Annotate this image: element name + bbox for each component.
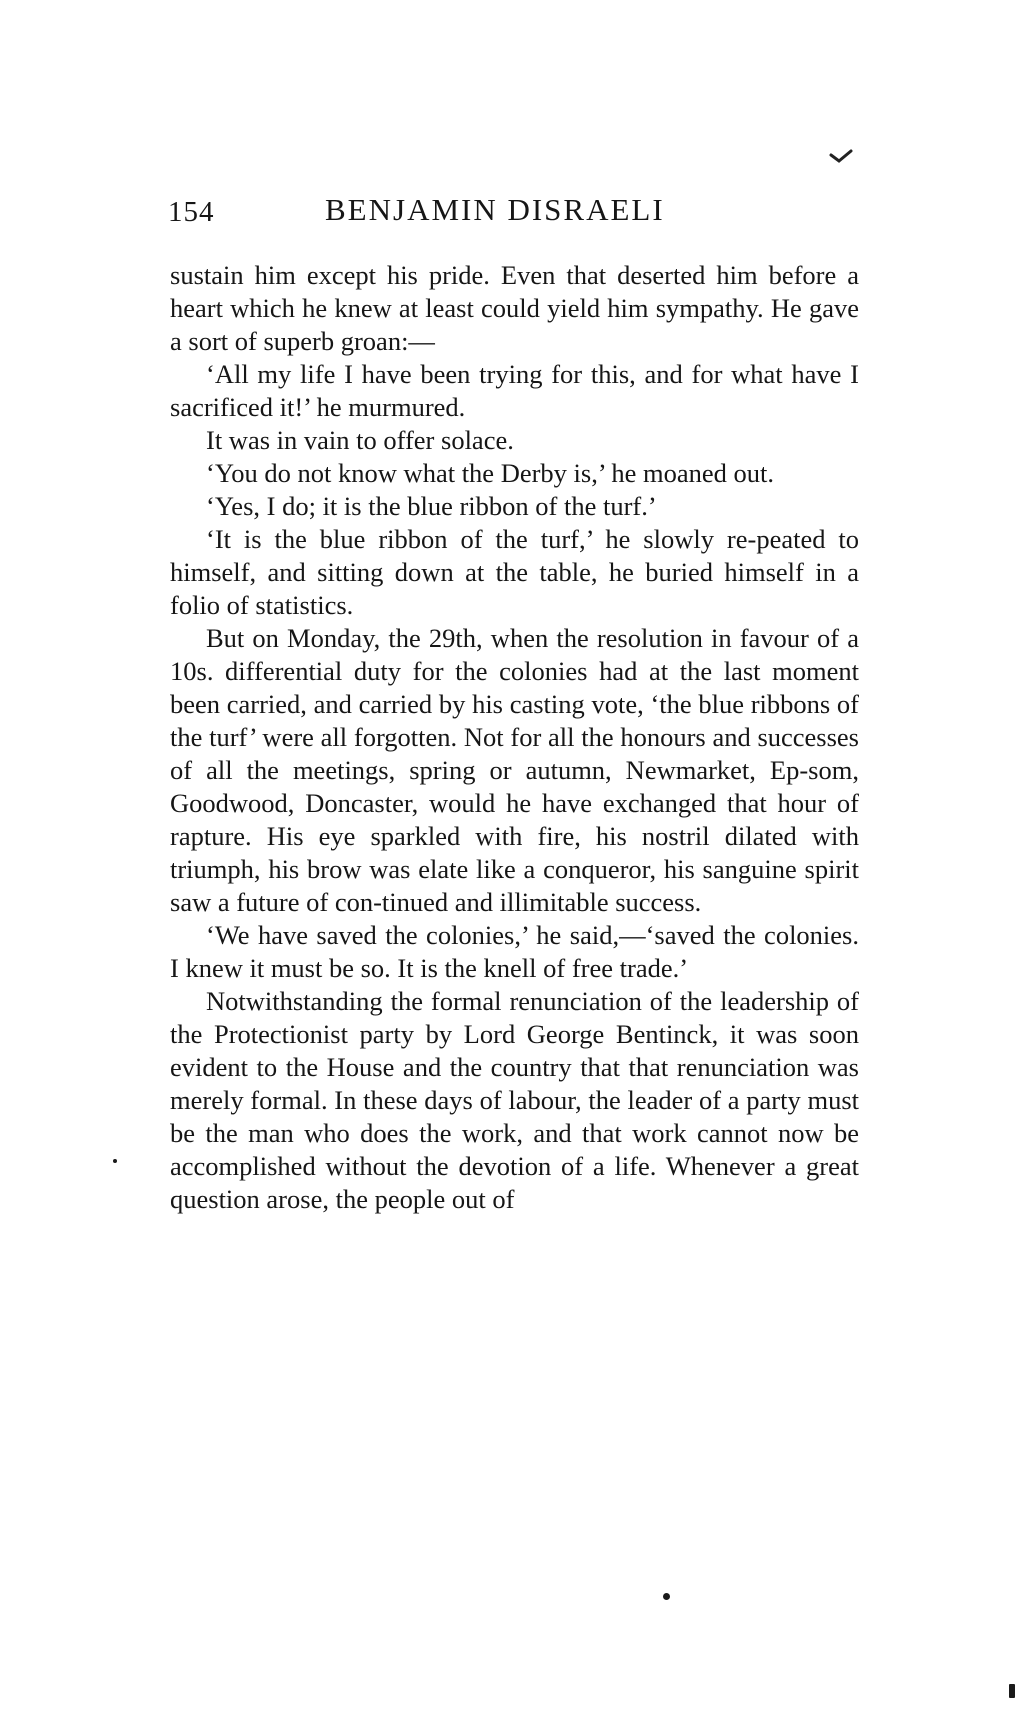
paragraph: ‘Yes, I do; it is the blue ribbon of the turf.’ [206,491,657,521]
body-text [170,259,859,1216]
page-header [168,192,868,238]
ink-speck [113,1159,117,1163]
paragraph: ‘We have saved the colonies,’ he said,—‘saved the colonies. I knew it must be so. It is the knell of free trade.’ [170,920,859,983]
paragraph: ‘All my life I have been trying for this, and for what have I sacrificed it!’ he murmured. [170,359,859,422]
paragraph: It was in vain to offer solace. [206,425,514,455]
page-number: 154 [168,196,215,228]
paragraph: Notwithstanding the formal renunciation of the leadership of the Protectionist party by Lord George Bentinck, it was soon evident to the House and the country that that renunciation was merely formal. In these days of labour, the leader of a party must be the man who does the work, and that work cannot now be accomplished without the devotion of a life. Whenever a great question arose, the people out of [170,986,859,1214]
ink-speck [663,1593,670,1600]
paragraph: sustain him except his pride. Even that deserted him before a heart which he knew at least could yield him sympathy. He gave a sort of superb groan:— [170,260,859,356]
paragraph: ‘You do not know what the Derby is,’ he moaned out. [206,458,774,488]
paragraph: ‘It is the blue ribbon of the turf,’ he slowly re-peated to himself, and sitting down at the table, he buried himself in a folio of statistics. [170,524,859,620]
ink-speck [1009,1684,1015,1698]
paragraph: But on Monday, the 29th, when the resolution in favour of a 10s. differential duty for the colonies had at the last moment been carried, and carried by his casting vote, ‘the blue ribbons of the turf’ were all forgotten. Not for all the honours and successes of all the meetings, spring or autumn, Newmarket, Ep-som, Goodwood, Doncaster, would he have exchanged that hour of rapture. His eye sparkled with fire, his nostril dilated with triumph, his brow was elate like a conqueror, his sanguine spirit saw a future of con-tinued and illimitable success. [170,623,859,917]
ink-mark-icon [829,146,859,166]
running-title: BENJAMIN DISRAELI [325,192,665,227]
